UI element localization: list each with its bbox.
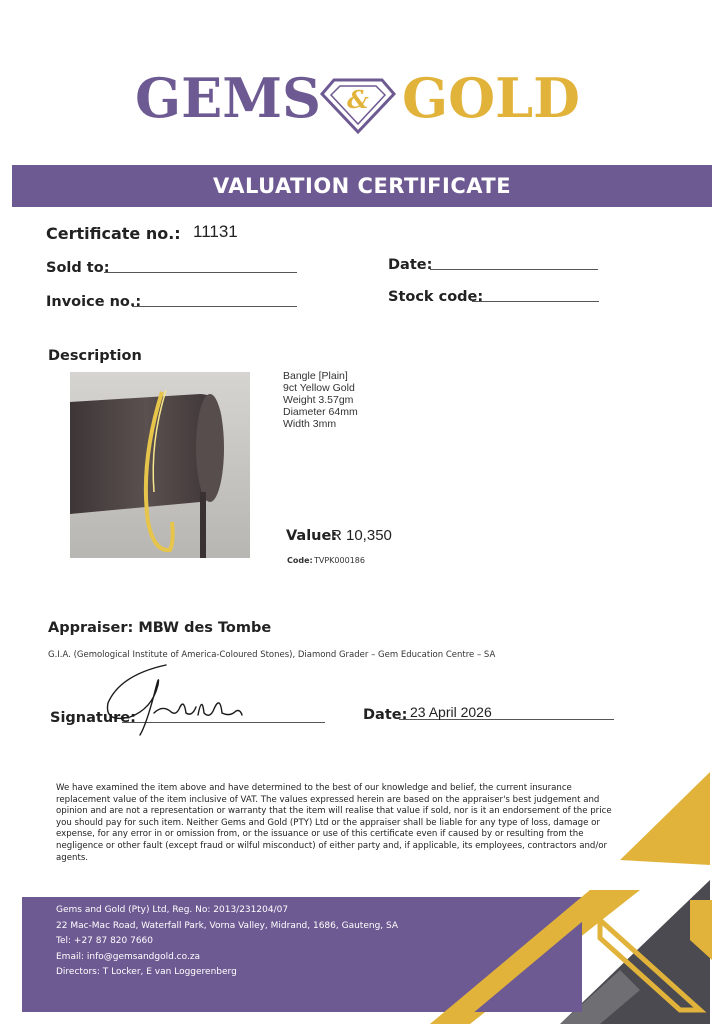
date-label: Date: (388, 257, 433, 273)
code-label: Code: (287, 556, 313, 565)
footer-directors: Directors: T Locker, E van Loggerenberg (56, 967, 237, 977)
appraisal-date-label: Date: (363, 707, 408, 723)
description-line: Width 3mm (283, 418, 337, 430)
value-amount: R 10,350 (331, 527, 392, 544)
certificate-no-label: Certificate no.: (46, 224, 181, 243)
description-line: Weight 3.57gm (283, 394, 354, 406)
code-value: TVPK000186 (314, 556, 365, 565)
logo-ampersand: & (347, 85, 369, 114)
description-details (283, 370, 358, 430)
invoice-no-line (132, 306, 297, 307)
gems-and-gold-logo (0, 62, 724, 142)
description-heading: Description (48, 348, 142, 364)
appraiser-heading: Appraiser: MBW des Tombe (48, 620, 272, 636)
signature-label: Signature: (50, 710, 136, 726)
description-line: Bangle [Plain] (283, 370, 348, 382)
stock-code-label: Stock code: (388, 289, 484, 305)
certificate-title: VALUATION CERTIFICATE (212, 174, 512, 198)
footer-address: 22 Mac-Mac Road, Waterfall Park, Vorna Valley, Midrand, 1686, Gauteng, SA (56, 920, 399, 931)
sold-to-label: Sold to: (46, 260, 110, 276)
certificate-no-value: 11131 (193, 222, 238, 241)
signature-scribble (100, 655, 280, 745)
footer-email: Email: info@gemsandgold.co.za (56, 951, 201, 962)
date-line (430, 269, 598, 270)
footer-tel: Tel: +27 87 820 7660 (56, 936, 154, 946)
value-label: Value: (286, 528, 338, 544)
bangle-image (70, 372, 250, 558)
sold-to-line (104, 272, 297, 273)
disclaimer-text: We have examined the item above and have determined to the best of our knowledge and belief, the current insurance replacement value of the item inclusive of VAT. The values expressed herein are based on the appraiser's best judgement and opinion and are not a representation or warranty that the item will realise that value if sold, nor is it an endorsement of the price you should pay for such item. Neither Gems and Gold (PTY) Ltd or the appraiser shall be liable for any type of loss, damage or expense, for any error in or omission from, or the issuance or use of this certificate even if caused by or resulting from the negligence or other fault (except fraud or wilful misconduct) of either party and, if applicable, its employees, contractors and/or agents. (56, 783, 612, 863)
invoice-no-label: Invoice no.: (46, 294, 142, 310)
logo-word-gold: GOLD (402, 66, 580, 130)
appraiser-qualifications: G.I.A. (Gemological Institute of America-Coloured Stones), Diamond Grader – Gem Education Centre – SA (48, 650, 496, 660)
footer-gold-stripe (430, 890, 640, 1024)
logo-word-gems: GEMS (134, 66, 322, 130)
stock-code-line (472, 301, 599, 302)
footer-company: Gems and Gold (Pty) Ltd, Reg. No: 2013/231204/07 (56, 905, 289, 915)
bangle-photo (70, 372, 250, 558)
footer-details (56, 903, 398, 981)
description-line: 9ct Yellow Gold (283, 382, 355, 394)
appraisal-date-value: 23 April 2026 (410, 704, 492, 720)
description-line: Diameter 64mm (283, 406, 358, 418)
